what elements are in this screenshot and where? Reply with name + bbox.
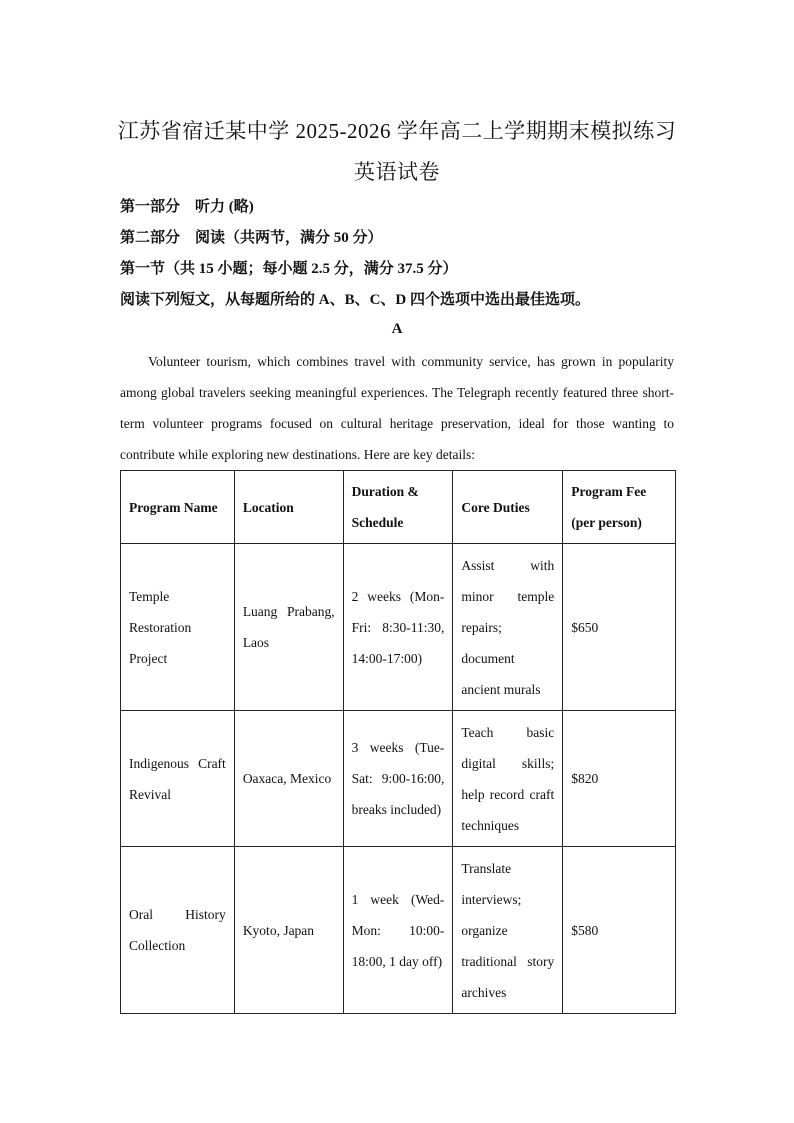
cell-program-name: Indigenous Craft Revival (121, 711, 235, 847)
part2-heading: 第二部分 阅读（共两节，满分 50 分） (120, 230, 383, 246)
cell-duration: 1 week (Wed-Mon: 10:00-18:00, 1 day off) (343, 847, 453, 1014)
cell-core-duties: Assist with minor temple repairs; document ancient murals (453, 544, 563, 711)
cell-duration: 2 weeks (Mon-Fri: 8:30-11:30, 14:00-17:00) (343, 544, 453, 711)
cell-location: Kyoto, Japan (234, 847, 343, 1014)
table-row (121, 847, 676, 1014)
column-header-duration: Duration & Schedule (343, 471, 453, 544)
cell-program-name: Oral History Collection (121, 847, 235, 1014)
passage (120, 346, 674, 470)
instruction-text: 阅读下列短文，从每题所给的 A、B、C、D 四个选项中选出最佳选项。 (120, 292, 591, 308)
table-row (121, 711, 676, 847)
cell-program-fee: $650 (563, 544, 676, 711)
cell-program-name: Temple Restoration Project (121, 544, 235, 711)
cell-duration: 3 weeks (Tue-Sat: 9:00-16:00, breaks included) (343, 711, 453, 847)
column-header-program-name: Program Name (121, 471, 235, 544)
cell-location: Luang Prabang, Laos (234, 544, 343, 711)
cell-core-duties: Teach basic digital skills; help record craft techniques (453, 711, 563, 847)
program-table (120, 470, 676, 1014)
column-header-location: Location (234, 471, 343, 544)
passage-label: A (391, 321, 403, 337)
passage-paragraph: Volunteer tourism, which combines travel with community service, has grown in popularity among global travelers seeking meaningful experiences. The Telegraph recently featured three short-term volunteer programs focused on cultural heritage preservation, ideal for those wanting to contribute while exploring new destinations. Here are key details: (120, 354, 674, 462)
cell-program-fee: $580 (563, 847, 676, 1014)
exam-title: 江苏省宿迁某中学 2025-2026 学年高二上学期期末模拟练习 (117, 119, 677, 143)
table-row (121, 544, 676, 711)
exam-subtitle: 英语试卷 (354, 160, 440, 184)
section1-heading: 第一节（共 15 小题；每小题 2.5 分，满分 37.5 分） (120, 261, 458, 277)
cell-location: Oaxaca, Mexico (234, 711, 343, 847)
column-header-program-fee: Program Fee (per person) (563, 471, 676, 544)
cell-core-duties: Translate interviews; organize traditional story archives (453, 847, 563, 1014)
part1-heading: 第一部分 听力 (略) (120, 199, 254, 215)
column-header-core-duties: Core Duties (453, 471, 563, 544)
cell-program-fee: $820 (563, 711, 676, 847)
table-header-row (121, 471, 676, 544)
